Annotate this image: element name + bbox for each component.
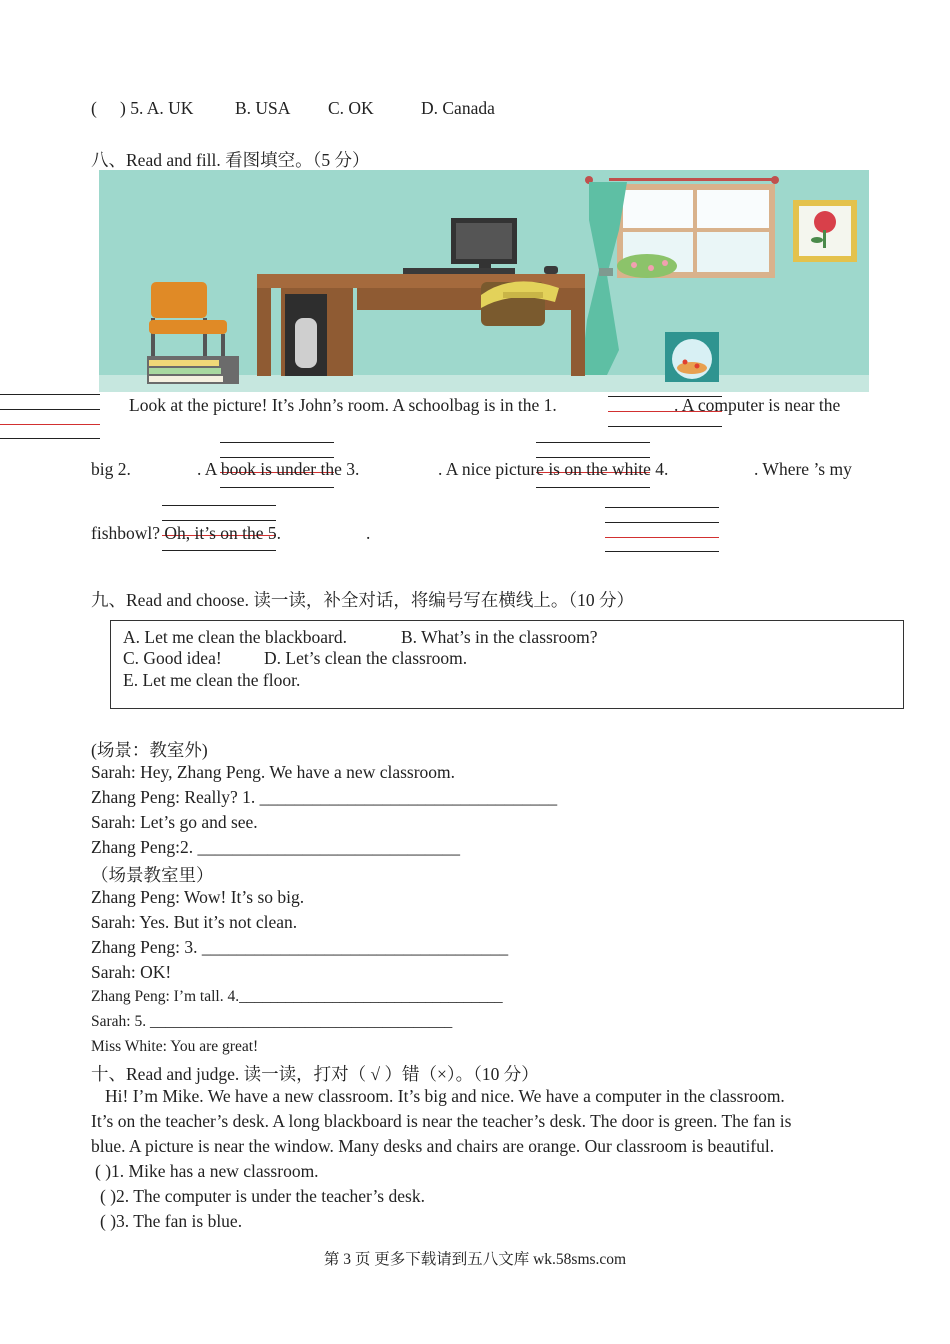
blank-line-5 [605, 551, 719, 552]
blank-line-2 [220, 442, 334, 443]
section9-title: 九、Read and choose. 读一读，补全对话，将编号写在横线上。（10 分） [91, 590, 634, 610]
room-illustration [99, 170, 869, 392]
judge-item: ( )2. The computer is under the teacher’s desk. [100, 1186, 425, 1206]
room-picture [99, 170, 869, 392]
page-footer: 第 3 页 更多下载请到五八文库 wk.58sms.com [323, 1251, 627, 1268]
blank-line-3 [536, 457, 650, 458]
dialogue-line: Miss White: You are great! [91, 1038, 259, 1055]
blank-line-4 [162, 520, 276, 521]
fill-text-line3b: . [366, 523, 371, 543]
dialogue-line: Sarah: Hey, Zhang Peng. We have a new classroom. [91, 762, 456, 782]
q5-option-a: ) 5. A. UK [120, 98, 194, 118]
section8-title: 八、Read and fill. 看图填空。（5 分） [91, 150, 370, 170]
blank-line-5 [605, 537, 719, 538]
fill-text-line3a: fishbowl? Oh, it’s on the 5. [91, 523, 282, 543]
dialogue-line: Sarah: OK! [91, 962, 172, 982]
blank-line-2 [220, 457, 334, 458]
dialogue-line: Zhang Peng: I’m tall. 4.__________________________________ [91, 988, 503, 1005]
blank-line-5 [605, 507, 719, 508]
blank-line-2 [220, 487, 334, 488]
dialogue-line: Zhang Peng: Wow! It’s so big. [91, 887, 305, 907]
q5-option-b: B. USA [235, 98, 291, 118]
margin-line-red [0, 424, 100, 425]
dialogue-line: Sarah: Yes. But it’s not clean. [91, 912, 298, 932]
fill-text-line1: Look at the picture! It’s John’s room. A schoolbag is in the 1. [129, 395, 557, 415]
dialogue-line: Sarah: Let’s go and see. [91, 812, 258, 832]
fill-text-line2b: . A book is under the 3. [197, 459, 360, 479]
option-b: B. What’s in the classroom? [401, 627, 598, 647]
fill-text-line2c: . A nice picture is on the white 4. [438, 459, 669, 479]
dialogue-scene-1: (场景：教室外) [91, 740, 208, 760]
q5-option-d: D. Canada [421, 98, 495, 118]
margin-line [0, 394, 100, 395]
passage-line: blue. A picture is near the window. Many desks and chairs are orange. Our classroom is beautiful. [91, 1136, 775, 1156]
section10-title: 十、Read and judge. 读一读，打对（ √ ）错（×）。（10 分） [91, 1064, 539, 1084]
option-a: A. Let me clean the blackboard. [123, 627, 347, 647]
dialogue-line: Zhang Peng: Really? 1. __________________________________ [91, 787, 558, 807]
option-d: D. Let’s clean the classroom. [264, 648, 468, 668]
blank-line-5 [605, 522, 719, 523]
options-box [110, 620, 904, 709]
judge-item: ( )1. Mike has a new classroom. [95, 1161, 319, 1181]
blank-line-4 [162, 550, 276, 551]
dialogue-line: Zhang Peng:2. ______________________________ [91, 837, 460, 857]
dialogue-line: Zhang Peng: 3. ___________________________________ [91, 937, 509, 957]
passage-line: It’s on the teacher’s desk. A long blackboard is near the teacher’s desk. The door is green. The fan is [91, 1111, 792, 1131]
dialogue-scene-2: （场景教室里） [91, 865, 214, 885]
fill-text-line2d: . Where ’s my [754, 459, 852, 479]
blank-line-3 [536, 442, 650, 443]
passage-line: Hi! I’m Mike. We have a new classroom. It’s big and nice. We have a computer in the classroom. [105, 1086, 785, 1106]
blank-line-4 [162, 505, 276, 506]
dialogue-line: Sarah: 5. _______________________________________ [91, 1013, 453, 1030]
fill-text-line2a: big 2. [91, 459, 131, 479]
q5-option-c: C. OK [328, 98, 374, 118]
option-c: C. Good idea! [123, 648, 222, 668]
margin-line [0, 438, 100, 439]
q5-paren: ( [91, 98, 97, 118]
judge-item: ( )3. The fan is blue. [100, 1211, 243, 1231]
blank-line-3 [536, 487, 650, 488]
margin-line [0, 409, 100, 410]
fill-text-line1-end: . A computer is near the [674, 395, 841, 415]
option-e: E. Let me clean the floor. [123, 670, 301, 690]
blank-line-1 [608, 426, 722, 427]
